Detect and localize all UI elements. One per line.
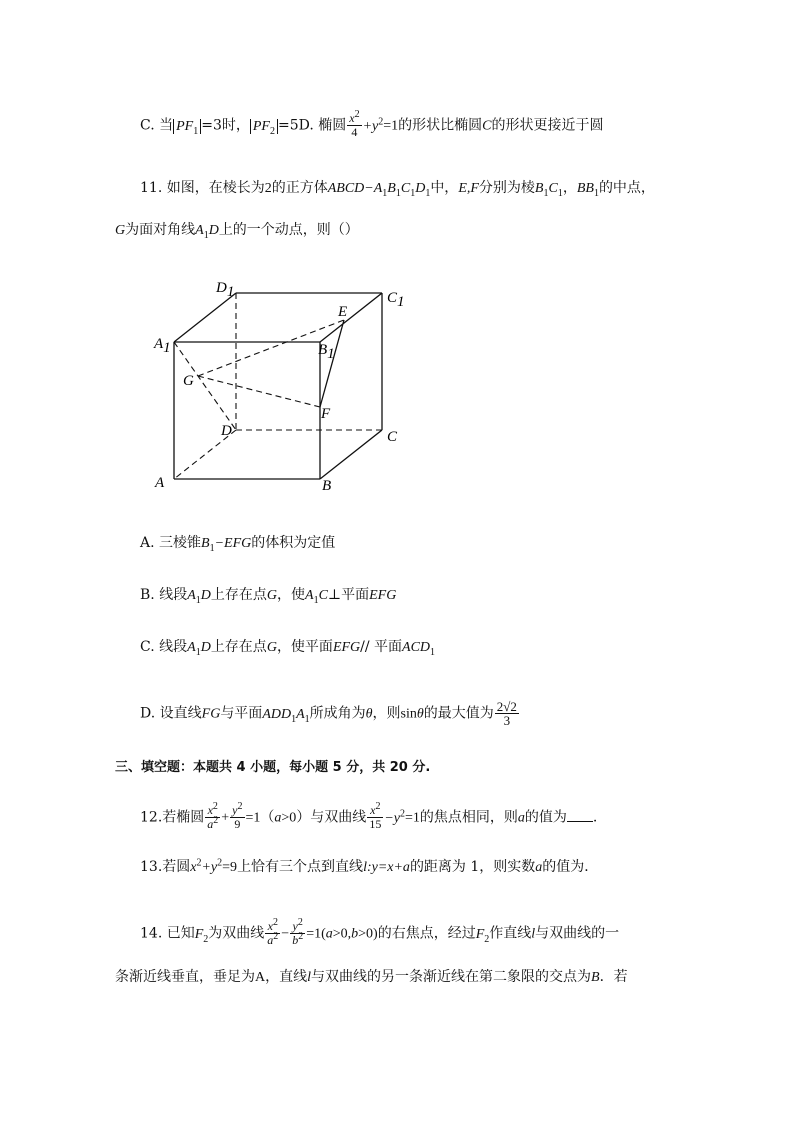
label-c: C: [387, 429, 398, 445]
label-e: E: [338, 304, 348, 320]
pf1-abs: $PF_1$: [173, 119, 201, 134]
q11-line2: G为面对角线$A_1D$上的一个动点，则（）: [115, 222, 359, 241]
edge-cb: [320, 430, 382, 479]
label-g: G: [183, 373, 194, 389]
label-d: D: [221, 423, 232, 439]
cube-figure: [150, 275, 420, 495]
ellipse-fraction: $\frac{x^2}{4}$: [349, 109, 360, 139]
option-b-q11: B. 线段$A_1D$上存在点G，使$A_1C\perp$平面EFG: [140, 587, 397, 606]
answer-blank: [567, 809, 593, 822]
option-d-q11: D. 设直线FG与平面$ADD_1A_1$所成角为θ，则sinθ的最大值为 $\frac{2√2}{3}$: [140, 699, 517, 728]
edge-c1b1: [320, 293, 382, 342]
option-c-q10: C. 当 $PF_1 =3$时， $PF_2 =5D$. 椭圆 $\frac{x^2}{4}$ $+y^2=1$的形状比椭圆C的形状更接近于圆: [140, 109, 604, 139]
q14-line1: 14. 已知$F_2$为双曲线 $\frac{x^2}{a^2}$ − $\frac{y^2}{b^2}$ =1(a>0,b>0)的右焦点，经过$F_2$作直线l与双曲线的一: [140, 917, 620, 947]
label-d1: D1: [216, 280, 235, 300]
q14-line2: 条渐近线垂直，垂足为A，直线l与双曲线的另一条渐近线在第二象限的交点为B．若: [115, 969, 628, 985]
max-value-fraction: $\frac{2√2}{3}$: [496, 699, 517, 728]
section-3-title: 三、填空题：本题共 4 小题，每小题 5 分，共 20 分.: [115, 760, 431, 775]
label-a1: A1: [154, 336, 171, 356]
label-a: A: [155, 475, 165, 491]
edge-a1d1: [174, 293, 236, 342]
q11-line1: 11. 如图，在棱长为2的正方体$ABCD-A_1B_1C_1D_1$中，E,F分别为棱$B_1C_1$，$BB_1$的中点，: [140, 180, 655, 199]
option-c-q11: C. 线段$A_1D$上存在点G，使平面EFG// 平面$ACD_1$: [140, 639, 436, 658]
option-a-q11: A. 三棱锥$B_1-EFG$的体积为定值: [140, 535, 336, 554]
pf2-abs: $PF_2$: [250, 119, 278, 134]
label-b1: B1: [318, 342, 335, 362]
cube-name: $ABCD-A_1B_1C_1D_1$: [327, 181, 431, 199]
label-b: B: [322, 478, 332, 494]
label-f: F: [321, 406, 331, 422]
q13: 13.若圆$x^2+y^2=9$上恰有三个点到直线l:y=x+a的距离为 1，则实数a的值为．: [140, 857, 599, 875]
q12: 12.若椭圆 $\frac{x^2}{a^2}$ + $\frac{y^2}{9}$ =1（a>0）与双曲线 $\frac{x^2}{15}$ $-y^2=1$的焦点相同，则a的值为 .: [140, 801, 598, 831]
label-c1: C1: [387, 290, 405, 310]
